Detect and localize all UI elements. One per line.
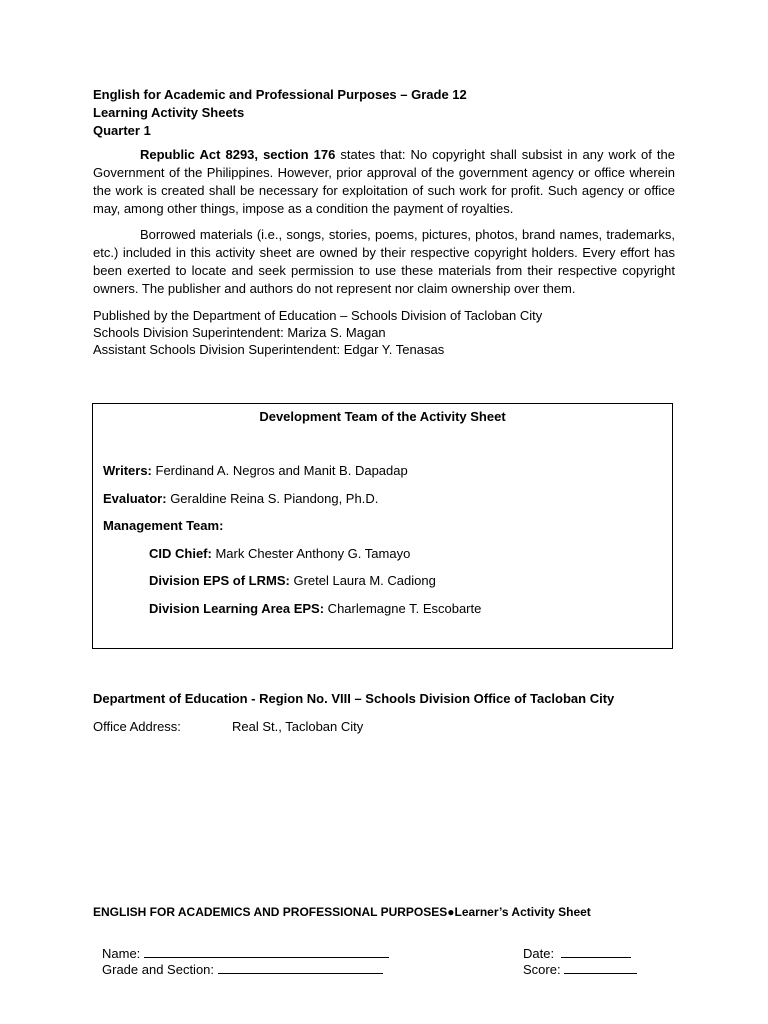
republic-act-reference: Republic Act 8293, section 176: [140, 147, 336, 162]
assistant-superintendent-line: Assistant Schools Division Superintendent: Edgar Y. Tenasas: [93, 342, 445, 357]
superintendent-line: Schools Division Superintendent: Mariza S. Magan: [93, 325, 386, 340]
eps-learning-area-label: Division Learning Area EPS:: [149, 601, 325, 616]
writers-value: Ferdinand A. Negros and Manit B. Dapadap: [151, 463, 408, 478]
grade-section-blank[interactable]: [218, 962, 383, 974]
management-team-row: [103, 517, 223, 535]
score-field[interactable]: [523, 962, 637, 978]
subject-title: English for Academic and Professional Purposes – Grade 12: [93, 87, 467, 102]
eps-lrms-row: [149, 572, 436, 590]
writers-row: [103, 462, 408, 480]
eps-learning-area-value: Charlemagne T. Escobarte: [324, 601, 482, 616]
eps-lrms-value: Gretel Laura M. Cadiong: [289, 573, 436, 588]
evaluator-label: Evaluator:: [103, 491, 167, 506]
eps-learning-area-row: [149, 600, 481, 618]
score-label: Score:: [523, 962, 561, 977]
office-address-label: Office Address:: [93, 719, 181, 734]
date-label: Date:: [523, 946, 555, 961]
management-team-label: Management Team:: [103, 518, 224, 533]
cid-chief-label: CID Chief:: [149, 546, 212, 561]
eps-lrms-label: Division EPS of LRMS:: [149, 573, 290, 588]
grade-section-field[interactable]: [102, 962, 383, 978]
office-address-row: [93, 718, 363, 736]
office-address-value: Real St., Tacloban City: [232, 719, 364, 734]
date-field[interactable]: [523, 946, 631, 962]
development-team-box: [92, 403, 673, 649]
cid-chief-row: [149, 545, 410, 563]
sheet-type-title: Learning Activity Sheets: [93, 105, 245, 120]
date-blank[interactable]: [561, 946, 631, 958]
copyright-paragraph: [93, 146, 675, 218]
evaluator-row: [103, 490, 378, 508]
quarter-title: Quarter 1: [93, 123, 151, 138]
cid-chief-value: Mark Chester Anthony G. Tamayo: [211, 546, 411, 561]
document-page: [93, 86, 675, 358]
copyright-text: states that: No copyright shall subsist in any work of the Government of the Philippines. However, prior approval of the government agency or office wherein the work is created shall be necessary for exploitation of such work for profit. Such agency or office may, among other things, impose as a condition the payment of royalties.: [93, 147, 675, 216]
evaluator-value: Geraldine Reina S. Piandong, Ph.D.: [166, 491, 379, 506]
writers-label: Writers:: [103, 463, 152, 478]
borrowed-materials-text: Borrowed materials (i.e., songs, stories, poems, pictures, photos, brand names, trademarks, etc.) included in this activity sheet are owned by their respective copyright holders. Every effort has been exerted to locate and seek permission to use these materials from their respective copyright owners. The publisher and authors do not represent nor claim ownership over them.: [93, 227, 675, 296]
activity-sheet-header: ENGLISH FOR ACADEMICS AND PROFESSIONAL PURPOSES●Learner’s Activity Sheet: [93, 905, 591, 919]
grade-section-label: Grade and Section:: [102, 962, 215, 977]
name-field[interactable]: [102, 946, 389, 962]
published-by-line: Published by the Department of Education – Schools Division of Tacloban City: [93, 308, 543, 323]
score-blank[interactable]: [564, 962, 637, 974]
deped-office-line: Department of Education - Region No. VIII – Schools Division Office of Tacloban City: [93, 691, 615, 706]
name-label: Name:: [102, 946, 141, 961]
borrowed-materials-paragraph: [93, 226, 675, 298]
development-team-title: Development Team of the Activity Sheet: [259, 409, 506, 424]
name-blank[interactable]: [144, 946, 389, 958]
